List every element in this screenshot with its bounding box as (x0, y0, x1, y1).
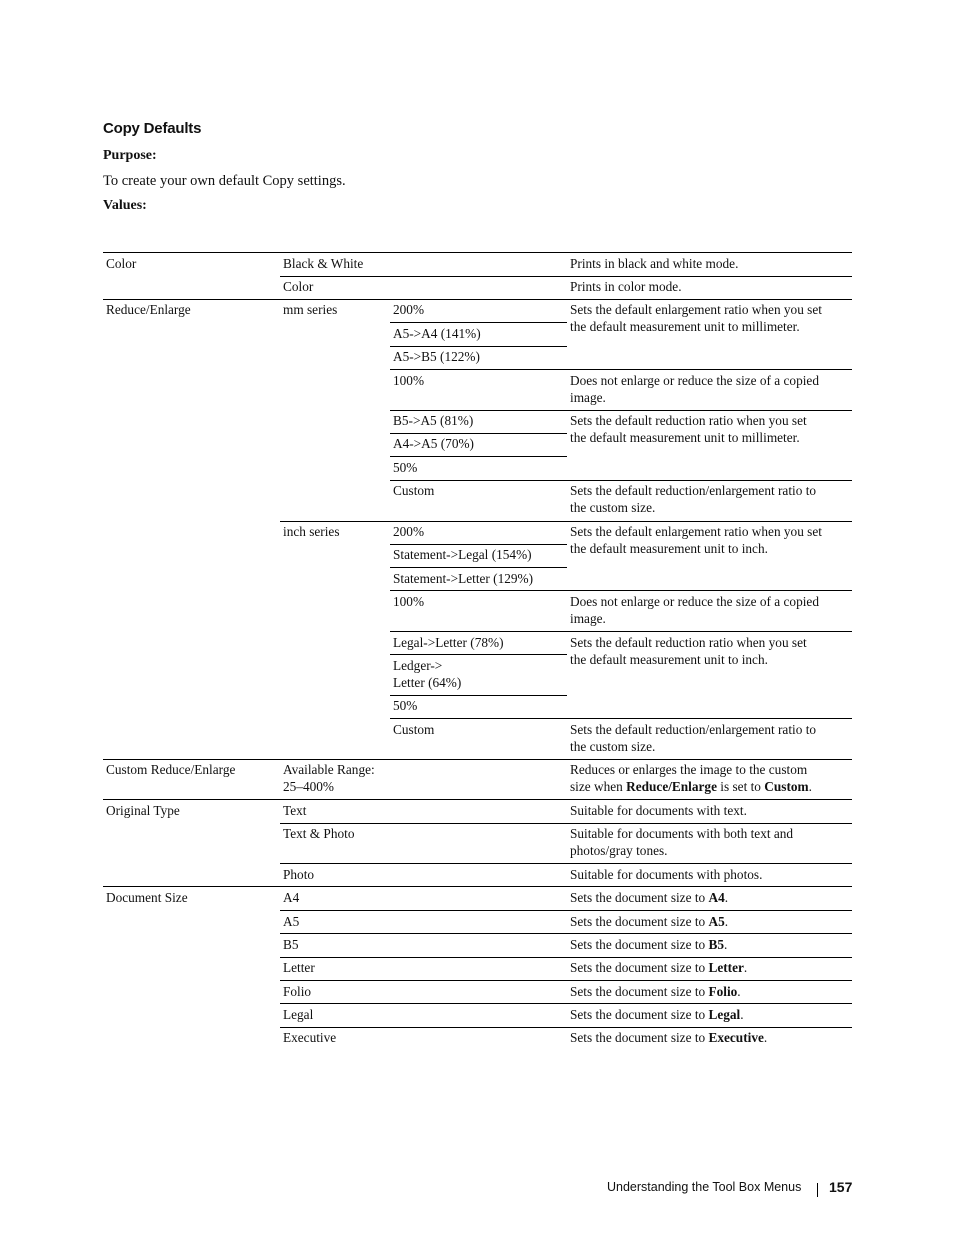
desc-reduce-mm: Sets the default reduction ratio when you set (570, 413, 807, 428)
desc-black-white: Prints in black and white mode. (570, 256, 739, 271)
desc-no-change-inch: image. (570, 611, 606, 626)
table-rule (103, 252, 852, 253)
inch-series-label: inch series (283, 524, 340, 539)
inch-value: Statement->Legal (154%) (393, 547, 532, 562)
values-label: Values: (103, 198, 147, 213)
table-rule (103, 759, 852, 760)
purpose-label: Purpose: (103, 148, 157, 163)
table-rule (280, 910, 852, 911)
inch-value: 50% (393, 698, 418, 713)
inch-value: 100% (393, 594, 425, 609)
desc-photo: Suitable for documents with photos. (570, 867, 763, 882)
table-rule (280, 276, 852, 277)
desc-text-photo: Suitable for documents with both text and (570, 826, 794, 841)
desc-reduce-inch: Sets the default reduction ratio when you set (570, 635, 807, 650)
desc-custom-mm: the custom size. (570, 500, 656, 515)
item-custom-reduce-enlarge: Custom Reduce/Enlarge (106, 762, 236, 777)
desc-color: Prints in color mode. (570, 279, 682, 294)
desc-no-change-inch: Does not enlarge or reduce the size of a copied (570, 594, 819, 609)
available-range-label: Available Range: (283, 762, 375, 777)
table-rule (390, 456, 567, 457)
table-rule (390, 346, 567, 347)
desc-custom-reduce: Reduces or enlarges the image to the custom (570, 762, 808, 777)
section-title: Copy Defaults (103, 120, 202, 137)
table-rule (390, 410, 852, 411)
mm-value: 200% (393, 302, 425, 317)
size-executive: Executive (283, 1030, 337, 1045)
mm-value: B5->A5 (81%) (393, 413, 474, 428)
desc-size-a5: Sets the document size to A5. (570, 914, 729, 929)
desc-no-change-mm: image. (570, 390, 606, 405)
desc-enlarge-inch: the default measurement unit to inch. (570, 541, 768, 556)
table-rule (390, 718, 852, 719)
inch-value: Statement->Letter (129%) (393, 571, 534, 586)
desc-enlarge-mm: Sets the default enlargement ratio when you set (570, 302, 822, 317)
size-letter: Letter (283, 960, 315, 975)
desc-text: Suitable for documents with text. (570, 803, 747, 818)
table-rule (390, 544, 567, 545)
mm-value: 100% (393, 373, 425, 388)
mm-series-label: mm series (283, 302, 338, 317)
desc-size-b5: Sets the document size to B5. (570, 937, 728, 952)
desc-custom-inch: the custom size. (570, 739, 656, 754)
available-range-value: 25–400% (283, 779, 334, 794)
inch-value: 200% (393, 524, 425, 539)
table-rule (280, 957, 852, 958)
table-rule (390, 322, 567, 323)
desc-enlarge-mm: the default measurement unit to millimeter. (570, 319, 800, 334)
value-text: Text (283, 803, 307, 818)
desc-reduce-mm: the default measurement unit to millimeter. (570, 430, 800, 445)
size-legal: Legal (283, 1007, 314, 1022)
size-folio: Folio (283, 984, 312, 999)
desc-no-change-mm: Does not enlarge or reduce the size of a copied (570, 373, 819, 388)
mm-value: 50% (393, 460, 418, 475)
value-black-white: Black & White (283, 256, 364, 271)
mm-value: A5->A4 (141%) (393, 326, 481, 341)
table-rule (103, 886, 852, 887)
table-rule (280, 823, 852, 824)
table-rule (280, 521, 852, 522)
table-rule (280, 863, 852, 864)
mm-value: A4->A5 (70%) (393, 436, 474, 451)
item-reduce-enlarge: Reduce/Enlarge (106, 302, 191, 317)
table-rule (390, 590, 852, 591)
value-photo: Photo (283, 867, 315, 882)
desc-size-executive: Sets the document size to Executive. (570, 1030, 768, 1045)
desc-custom-reduce-line2: size when Reduce/Enlarge is set to Custom. (570, 779, 812, 794)
table-rule (390, 654, 567, 655)
value-text-photo: Text & Photo (283, 826, 355, 841)
mm-value: A5->B5 (122%) (393, 349, 480, 364)
table-rule (390, 631, 852, 632)
item-original-type: Original Type (106, 803, 180, 818)
item-document-size: Document Size (106, 890, 188, 905)
mm-value: Custom (393, 483, 435, 498)
table-rule (280, 933, 852, 934)
size-a4: A4 (283, 890, 300, 905)
table-rule (103, 799, 852, 800)
footer-chapter-title: Understanding the Tool Box Menus (607, 1180, 802, 1194)
inch-value: Letter (64%) (393, 675, 462, 690)
table-rule (390, 567, 567, 568)
table-rule (390, 369, 852, 370)
desc-custom-mm: Sets the default reduction/enlargement ratio to (570, 483, 817, 498)
inch-value: Legal->Letter (78%) (393, 635, 504, 650)
page-number: 157 (829, 1179, 853, 1195)
size-b5: B5 (283, 937, 299, 952)
item-color: Color (106, 256, 137, 271)
table-rule (280, 980, 852, 981)
table-rule (390, 480, 852, 481)
table-rule (280, 1027, 852, 1028)
desc-size-letter: Sets the document size to Letter. (570, 960, 748, 975)
inch-value: Custom (393, 722, 435, 737)
value-color: Color (283, 279, 314, 294)
desc-size-legal: Sets the document size to Legal. (570, 1007, 744, 1022)
purpose-text: To create your own default Copy settings. (103, 173, 346, 189)
desc-size-a4: Sets the document size to A4. (570, 890, 729, 905)
table-rule (280, 1003, 852, 1004)
inch-value: Ledger-> (393, 658, 443, 673)
desc-reduce-inch: the default measurement unit to inch. (570, 652, 768, 667)
table-rule (390, 695, 567, 696)
desc-custom-inch: Sets the default reduction/enlargement ratio to (570, 722, 817, 737)
table-rule (390, 433, 567, 434)
table-rule (103, 299, 852, 300)
footer-separator (817, 1183, 818, 1197)
desc-size-folio: Sets the document size to Folio. (570, 984, 741, 999)
size-a5: A5 (283, 914, 300, 929)
desc-text-photo: photos/gray tones. (570, 843, 668, 858)
desc-enlarge-inch: Sets the default enlargement ratio when you set (570, 524, 822, 539)
